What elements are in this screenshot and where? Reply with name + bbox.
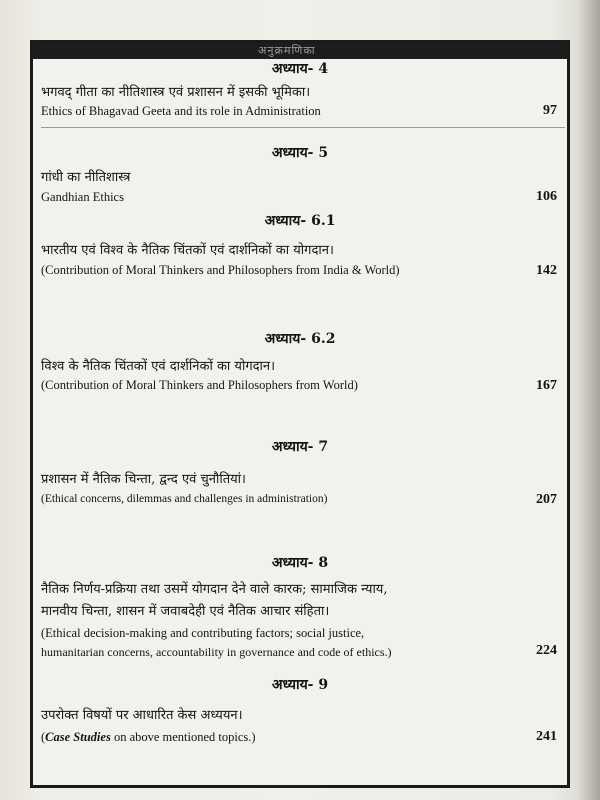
divider [41, 127, 565, 128]
chapter-heading: अध्याय- 6.1 [264, 213, 336, 229]
header-title: अनुक्रमणिका [258, 44, 316, 57]
chapter-title-hindi-line2: मानवीय चिन्ता, शासन में जवाबदेही एवं नैतिक आचार संहिता। [41, 604, 330, 619]
page-number: 241 [536, 729, 557, 744]
page-number: 97 [543, 103, 557, 118]
page-number: 106 [536, 189, 557, 204]
page-number: 142 [536, 263, 557, 278]
chapter-heading: अध्याय- 6.2 [264, 331, 336, 347]
contents-frame [30, 40, 570, 788]
chapter-heading: अध्याय- 5 [271, 145, 329, 161]
chapter-title-english: (Contribution of Moral Thinkers and Philosophers from India & World) [41, 263, 400, 277]
chapter-heading: अध्याय- 8 [271, 555, 329, 571]
chapter-heading: अध्याय- 4 [271, 61, 329, 77]
chapter-title-english: Gandhian Ethics [41, 190, 124, 204]
chapter-title-english: (Ethical concerns, dilemmas and challenges in administration) [41, 493, 328, 505]
chapter-title-hindi: भगवद् गीता का नीतिशास्त्र एवं प्रशासन में इसकी भूमिका। [41, 85, 311, 100]
page-number: 224 [536, 643, 557, 658]
chapter-title-english: (Case Studies on above mentioned topics.) [41, 730, 256, 744]
chapter-title-hindi: गांधी का नीतिशास्त्र [41, 170, 131, 185]
chapter-title-hindi-line1: नैतिक निर्णय-प्रक्रिया तथा उसमें योगदान देने वाले कारक; सामाजिक न्याय, [41, 582, 388, 597]
chapter-heading: अध्याय- 9 [271, 677, 329, 693]
chapter-heading: अध्याय- 7 [271, 439, 329, 455]
chapter-title-hindi: भारतीय एवं विश्व के नैतिक चिंतकों एवं दार्शनिकों का योगदान। [41, 243, 334, 258]
chapter-title-hindi: विश्व के नैतिक चिंतकों एवं दार्शनिकों का योगदान। [41, 359, 276, 374]
page-number: 167 [536, 378, 557, 393]
chapter-title-english: (Contribution of Moral Thinkers and Philosophers from World) [41, 378, 358, 392]
chapter-title-english: Ethics of Bhagavad Geeta and its role in Administration [41, 104, 321, 118]
chapter-title-hindi: प्रशासन में नैतिक चिन्ता, द्वन्द एवं चुनौतियां। [41, 472, 246, 487]
chapter-title-hindi: उपरोक्त विषयों पर आधारित केस अध्ययन। [41, 708, 243, 723]
chapter-title-english-line1: (Ethical decision-making and contributing factors; social justice, [41, 626, 365, 640]
page-spine-shadow [578, 0, 600, 800]
header-strip [33, 43, 567, 59]
page-number: 207 [536, 492, 557, 507]
chapter-title-english-line2: humanitarian concerns, accountability in governance and code of ethics.) [41, 645, 392, 659]
